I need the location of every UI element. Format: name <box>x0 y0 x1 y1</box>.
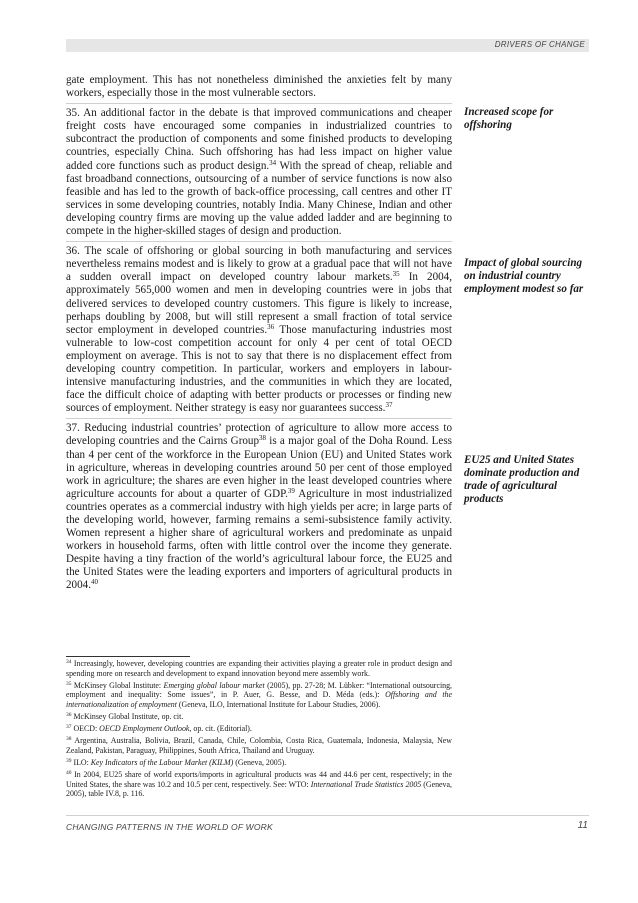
footnotes-section <box>66 659 452 801</box>
footnote-divider <box>66 656 190 657</box>
page-number: 11 <box>577 820 588 831</box>
main-text-column <box>66 74 452 596</box>
margin-note-offshoring: Increased scope for offshoring <box>464 106 554 132</box>
footnote-40: $^{40}$ In 2004, EU25 share of world exports/imports in agricultural products was 44 and 44.6 per cent, respectively; in the United States, the share was 10.2 and 10.5 per cent, respectively. See: WTO: International Trade Statistics 2005 (Geneva, 2005), table IV.8, p. 116. <box>66 769 452 799</box>
footer-book-title: CHANGING PATTERNS IN THE WORLD OF WORK <box>66 822 273 832</box>
running-header-title: DRIVERS OF CHANGE <box>494 40 585 49</box>
footnote-ref-36[interactable]: 36 <box>267 322 275 331</box>
footnote-38: $^{38}$ Argentina, Australia, Bolivia, Brazil, Canada, Chile, Colombia, Costa Rica, Guatemala, Indonesia, Malaysia, New Zealand, Pakistan, Paraguay, Philippines, South Africa, Thailand and Uruguay. <box>66 736 452 755</box>
footnote-37: $^{37}$ OECD: OECD Employment Outlook, op. cit. (Editorial). <box>66 724 252 734</box>
footnote-ref-40[interactable]: 40 <box>90 578 98 587</box>
footnote-ref-38[interactable]: 38 <box>259 434 267 443</box>
footnote-35: $^{35}$ McKinsey Global Institute: Emerging global labour market (2005), pp. 27-28; M. Lübker: “International outsourcing, employment and inequality: Some issues”, in P. Auer, G. Besse, and D. Méda (eds.): Offshoring and the internationalization of employment (Geneva, ILO, International Institute for Labour Studies, 2006). <box>66 680 452 709</box>
margin-note-agriculture: EU25 and United States dominate production and trade of agricultural products <box>464 454 580 506</box>
footnote-ref-35[interactable]: 35 <box>392 270 400 279</box>
footer-divider <box>66 815 589 816</box>
footnote-ref-34[interactable]: 34 <box>269 158 277 167</box>
paragraph-continuation: gate employment. This has not nonetheless diminished the anxieties felt by many workers, especially those in the most vulnerable sectors. <box>66 74 452 100</box>
footnote-36: $^{36}$ McKinsey Global Institute, op. cit. <box>66 711 184 721</box>
paragraph-36: 36. The scale of offshoring or global sourcing in both manufacturing and services nevertheless remains modest and is likely to grow at a gradual pace that will not have a sudden overall impact on developed country labour markets.$^{35}$ In 2004, approximately 565,000 women and men in developing countries were in jobs that delivered services to developed country customers. This figure is likely to increase, perhaps doubling by 2008, but will still represent a small fraction of total service sector employment in developed countries.$^{36}$ Those manufacturing industries most vulnerable to low-cost competition account for only 4 per cent of total OECD employment on average. This is not to say that there is no displacement effect from developing country competition. In particular, workers and employers in labour-intensive manufacturing industries, and the communities in which they are located, face the difficult choice of adapting with better products or processes or finding new sources of employment. Neither strategy is easy nor guarantees success.$^{37}$ <box>66 241 452 415</box>
footnote-ref-39[interactable]: 39 <box>287 486 295 495</box>
margin-note-global-sourcing: Impact of global sourcing on industrial country employment modest so far <box>464 257 584 296</box>
footnote-39: $^{39}$ ILO: Key Indicators of the Labour Market (KILM) (Geneva, 2005). <box>66 757 287 767</box>
footnote-34: $^{34}$ Increasingly, however, developing countries are expanding their activities playing a greater role in product design and spending more on research and development to expand innovation beyond mere assembly work. <box>66 659 452 678</box>
footnote-ref-37[interactable]: 37 <box>385 401 393 410</box>
running-header-bar <box>66 39 589 52</box>
paragraph-35: 35. An additional factor in the debate is that improved communications and cheaper freight costs have encouraged some companies in industrialized countries to subcontract the production of components and some finished products to developing countries, especially China. Such offshoring has had less impact on higher value added core functions such as product design.$^{34}$ With the spread of cheap, reliable and fast broadband connections, outsourcing of a number of service functions is now also feasible and has led to the growth of back-office processing, call centres and other IT services in some developing countries, notably India. Many Chinese, Indian and other developing country firms are moving up the value added ladder and are beginning to compete in the higher-skilled stages of design and production. <box>66 103 452 238</box>
paragraph-37: 37. Reducing industrial countries’ protection of agriculture to allow more access to developing countries and the Cairns Group$^{38}$ is a major goal of the Doha Round. Less than 4 per cent of the workforce in the European Union (EU) and United States work in agriculture, whereas in developing countries around 50 per cent of those employed work in agriculture; the shares are even higher in the least developed countries where agriculture accounts for about a quarter of GDP.$^{39}$ Agriculture in most industrialized countries operates as a commercial industry with high yields per acre; in large parts of the developing world, however, farming remains a semi-subsistence family activity. Women represent a higher share of agricultural workers and predominate as unpaid workers in household farms, often with little control over the income they generate. Despite having a tiny fraction of the world’s agricultural labour force, the EU25 and the United States were the leading exporters and importers of agricultural products in 2004.40 <box>66 418 452 592</box>
